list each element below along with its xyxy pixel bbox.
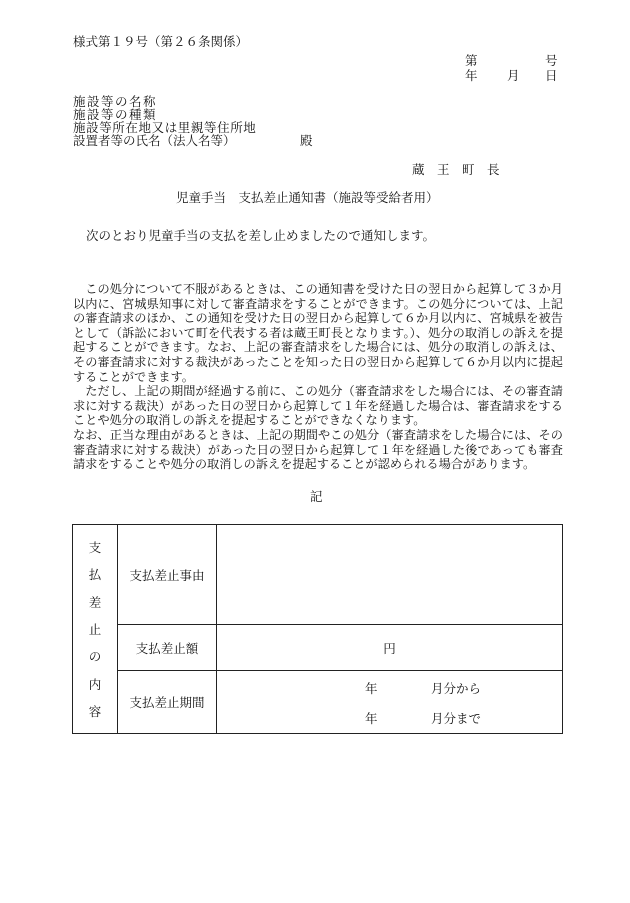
vertical-label-cell	[73, 525, 118, 734]
amount-value	[217, 625, 563, 671]
appeal-notice-paragraph-1: この処分について不服があるときは、この通知書を受けた日の翌日から起算して３か月以内に、宮城県知事に対して審査請求をすることができます。この処分については、上記の審査請求のほか、この通知を受けた日の翌日から起算して６か月以内に、宮城県を被告として（訴訟において町を代表する者は蔵王町長となります。）、処分の取消しの訴えを提起することができます。なお、上記の審査請求をした場合には、処分の取消しの訴えは、その審査請求に対する裁決があったことを知った日の翌日から起算して６か月以内に提起することができます。	[73, 282, 563, 384]
period-to-suffix: 月分まで	[431, 711, 482, 726]
appeal-notice-paragraph-2: ただし、上記の期間が経過する前に、この処分（審査請求をした場合には、その審査請求に対する裁決）があった日の翌日から起算して１年を経過した場合は、審査請求をすることや処分の取消しの訴えを提起することができなくなります。	[73, 384, 563, 428]
date-month: 月	[507, 68, 520, 83]
facility-name-label: 施設等の名称	[73, 94, 158, 109]
facility-type-label: 施設等の種類	[73, 107, 158, 122]
vertical-char: 払	[88, 567, 102, 583]
period-label: 支払差止期間	[118, 671, 217, 734]
suspension-details-table	[72, 524, 563, 734]
doc-number-go: 号	[545, 53, 558, 68]
reason-value	[217, 525, 563, 625]
intro-text: 次のとおり児童手当の支払を差し止めましたので通知します。	[86, 228, 436, 243]
vertical-char: 容	[88, 703, 102, 719]
honorific-dono: 殿	[300, 133, 313, 148]
period-from-suffix: 月分から	[431, 681, 482, 696]
form-number: 様式第１９号（第２６条関係）	[73, 34, 249, 49]
vertical-char: 支	[88, 540, 102, 555]
vertical-char: 止	[88, 621, 102, 637]
founder-name-label: 設置者等の氏名（法人名等）	[73, 133, 236, 148]
date-year: 年	[465, 68, 478, 83]
reason-label: 支払差止事由	[118, 525, 217, 625]
vertical-char: の	[88, 649, 102, 665]
facility-address-label: 施設等所在地又は里親等住所地	[73, 120, 257, 135]
issuer-name: 蔵 王 町 長	[412, 162, 500, 177]
period-from-year: 年	[365, 681, 378, 696]
ki-heading: 記	[310, 489, 323, 504]
amount-label: 支払差止額	[118, 625, 217, 671]
date-day: 日	[545, 68, 558, 83]
vertical-char: 差	[88, 594, 102, 610]
vertical-char: 内	[88, 676, 102, 692]
appeal-notice-paragraph-3: なお、正当な理由があるときは、上記の期間やこの処分（審査請求をした場合には、その審査請求に対する裁決）があった日の翌日から起算して１年を経過した後であっても審査請求をすることや処分の取消しの訴えを提起することが認められる場合があります。	[73, 427, 563, 472]
period-value	[217, 671, 563, 734]
period-to-year: 年	[365, 711, 378, 726]
document-title: 児童手当 支払差止通知書（施設等受給者用）	[176, 190, 439, 205]
amount-unit: 円	[383, 640, 396, 656]
appeal-notice	[73, 282, 563, 472]
doc-number-dai: 第	[465, 53, 478, 68]
